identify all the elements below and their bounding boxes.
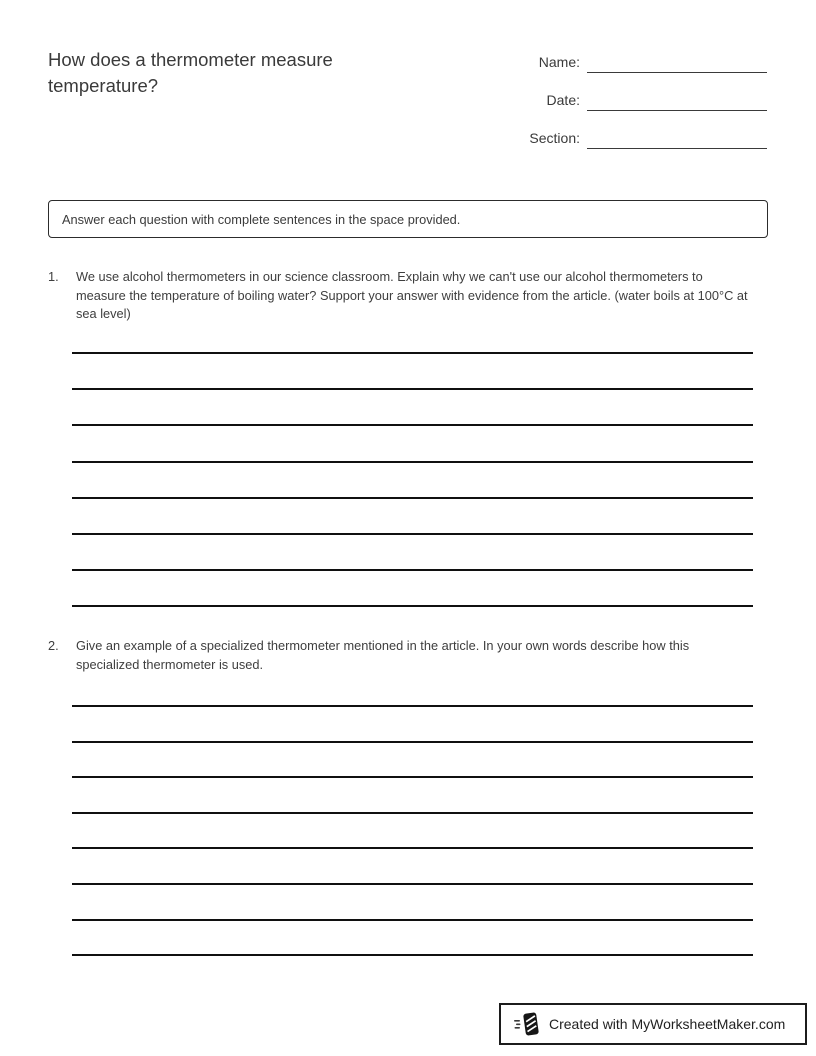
answer-line [72, 424, 753, 426]
instructions-box [48, 200, 768, 238]
answer-line [72, 954, 753, 956]
instructions-text: Answer each question with complete sentences in the space provided. [62, 211, 461, 227]
answer-line [72, 569, 753, 571]
name-label: Name: [538, 54, 580, 70]
question-1 [48, 268, 760, 324]
answer-line [72, 812, 753, 814]
answer-line [72, 533, 753, 535]
question-2 [48, 637, 760, 674]
question-2-number: 2. [48, 638, 59, 653]
date-label: Date: [546, 92, 580, 108]
answer-line [72, 919, 753, 921]
section-label: Section: [529, 130, 580, 146]
question-2-text: Give an example of a specialized thermometer mentioned in the article. In your own words describe how this specialized thermometer is used. [76, 638, 690, 672]
worksheetmaker-logo-icon [513, 1010, 541, 1038]
section-blank-line [587, 148, 767, 149]
answer-line [72, 388, 753, 390]
answer-line [72, 705, 753, 707]
answer-line [72, 847, 753, 849]
page-title: How does a thermometer measure temperature? [48, 49, 333, 96]
answer-line [72, 497, 753, 499]
answer-line [72, 741, 753, 743]
question-2-answer-lines [72, 705, 753, 956]
name-blank-line [587, 72, 767, 73]
question-1-answer-lines [72, 352, 753, 607]
answer-line [72, 461, 753, 463]
question-1-text: We use alcohol thermometers in our science classroom. Explain why we can't use our alcohol thermometers to measure the temperature of boiling water? Support your answer with evidence from the article. (water boils at 100°C at sea level) [76, 269, 748, 322]
answer-line [72, 605, 753, 607]
answer-line [72, 352, 753, 354]
question-1-number: 1. [48, 269, 59, 284]
answer-line [72, 776, 753, 778]
footer-credit-text: Created with MyWorksheetMaker.com [549, 1016, 786, 1032]
date-blank-line [587, 110, 767, 111]
answer-line [72, 883, 753, 885]
footer-credit-box [499, 1003, 807, 1045]
